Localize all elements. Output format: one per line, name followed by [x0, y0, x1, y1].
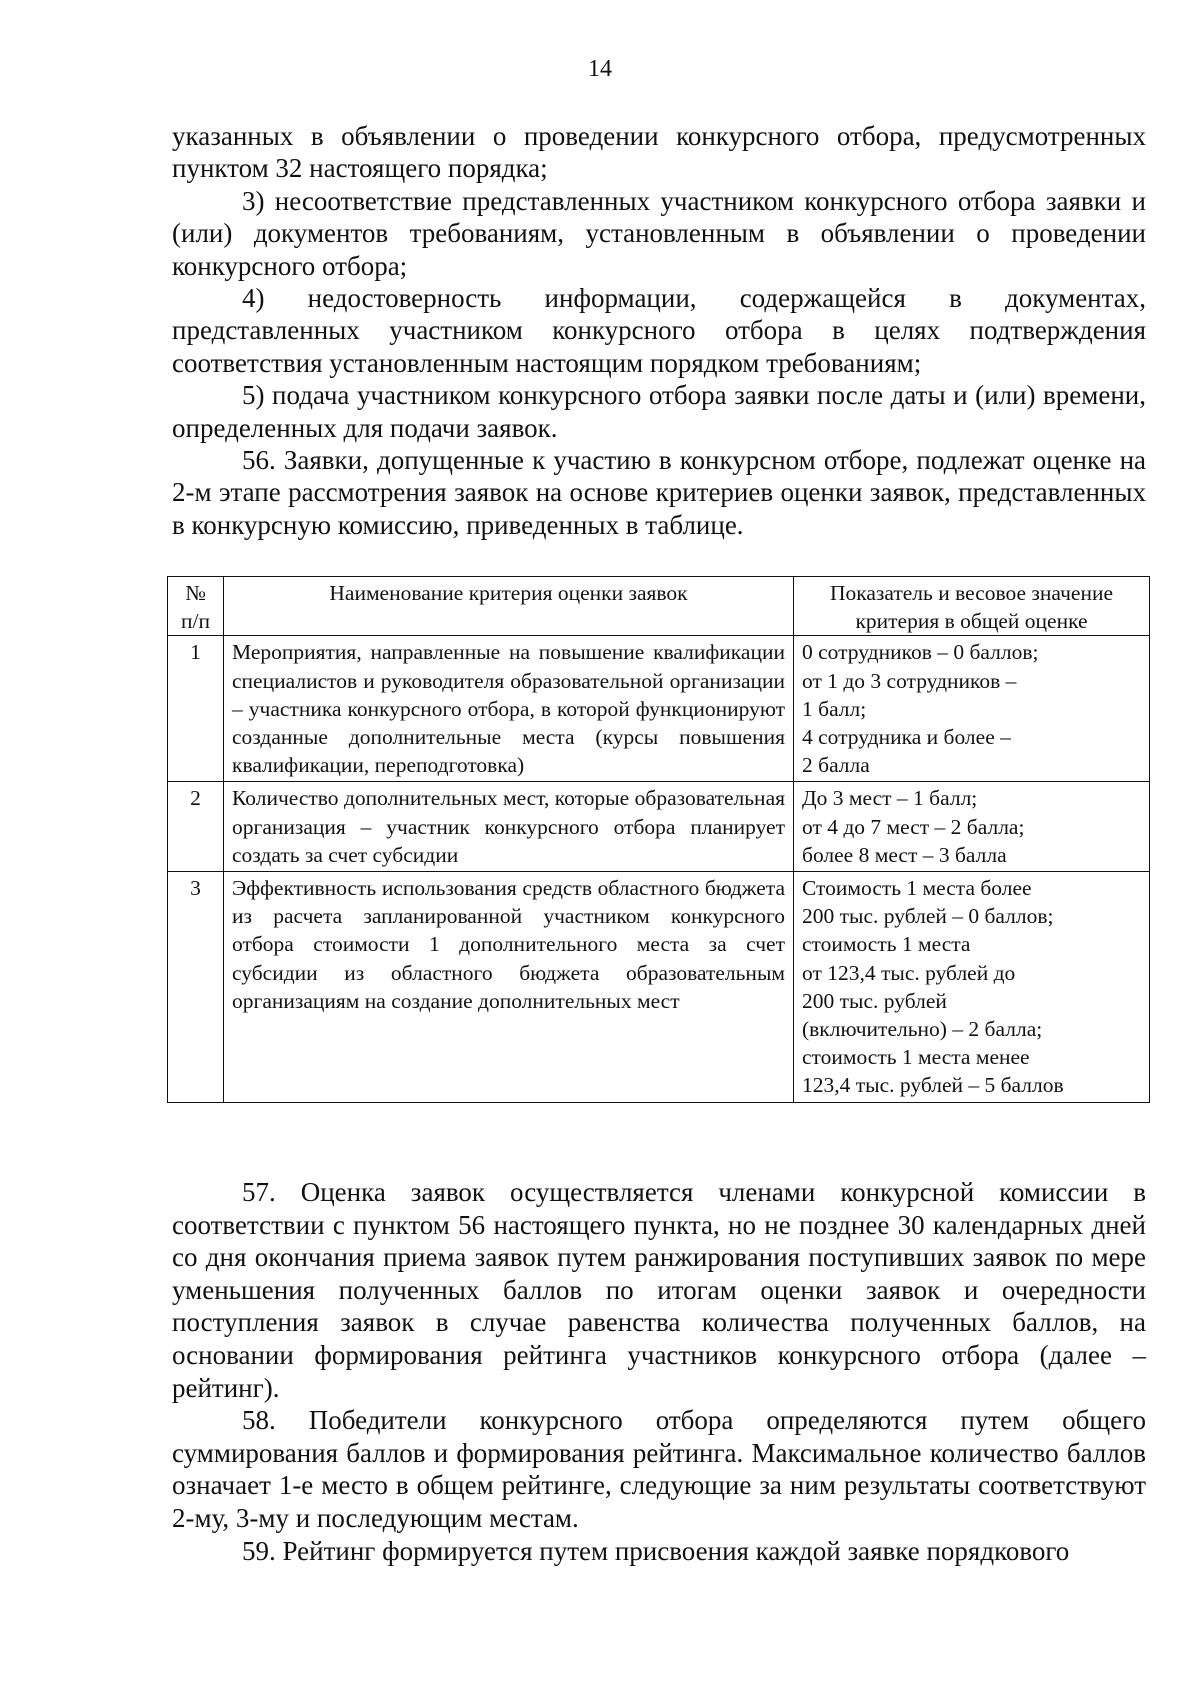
body-text-bottom — [172, 1176, 1146, 1567]
score-line: от 4 до 7 мест – 2 балла; — [802, 814, 1025, 839]
criterion-score — [794, 782, 1150, 872]
score-line: более 8 мест – 3 балла — [802, 842, 1007, 867]
criterion-score — [794, 636, 1150, 782]
score-line: 1 балл; — [802, 696, 867, 721]
criteria-table — [167, 576, 1150, 1103]
paragraph-item-3: 3) несоответствие представленных участником конкурсного отбора заявки и (или) документов требованиям, установленным в объявлении о проведении конкурсного отбора; — [172, 185, 1146, 281]
paragraph-item-4: 4) недостоверность информации, содержащейся в документах, представленных участником конкурсного отбора в целях подтверждения соответствия установленным настоящим порядком требованиям; — [172, 283, 1146, 378]
paragraph-continuation: указанных в объявлении о проведении конкурсного отбора, предусмотренных пунктом 32 настоящего порядка; — [172, 121, 1146, 184]
table-header-row — [168, 577, 1150, 636]
paragraph-58: 58. Победители конкурсного отбора определяются путем общего суммирования баллов и формирования рейтинга. Максимальное количество баллов означает 1-е место в общем рейтинге, следующие за ним результаты соответствуют 2-му, 3-му и последующим местам. — [172, 1405, 1146, 1533]
score-line: 123,4 тыс. рублей – 5 баллов — [802, 1073, 1064, 1098]
body-text-top — [172, 120, 1146, 541]
score-line: от 123,4 тыс. рублей до — [802, 960, 1016, 985]
score-line: Стоимость 1 места более — [802, 876, 1032, 901]
header-criterion-name: Наименование критерия оценки заявок — [224, 577, 794, 636]
table-row — [168, 782, 1150, 872]
score-line: (включительно) – 2 балла; — [802, 1017, 1043, 1042]
row-num: 1 — [168, 636, 224, 782]
score-line: До 3 мест – 1 балл; — [802, 786, 978, 811]
score-line: стоимость 1 места менее — [802, 1045, 1030, 1070]
score-line: 200 тыс. рублей — [802, 988, 947, 1013]
table-row — [168, 636, 1150, 782]
score-line: 0 сотрудников – 0 баллов; — [802, 640, 1039, 665]
score-line: 2 балла — [802, 753, 870, 778]
score-line: от 1 до 3 сотрудников – — [802, 668, 1017, 693]
paragraph-item-5: 5) подача участником конкурсного отбора заявки после даты и (или) времени, определенных для подачи заявок. — [172, 380, 1146, 443]
score-line: стоимость 1 места — [802, 932, 971, 957]
row-num: 2 — [168, 782, 224, 872]
page-number: 14 — [588, 56, 612, 82]
header-num: № п/п — [168, 577, 224, 636]
paragraph-57: 57. Оценка заявок осуществляется членами конкурсной комиссии в соответствии с пунктом 56 настоящего пункта, но не позднее 30 календарных дней со дня окончания приема заявок путем ранжирования поступивших заявок по мере уменьшения полученных баллов по итогам оценки заявок и очередности поступления заявок в случае равенства количества полученных баллов, на основании формирования рейтинга участников конкурсного отбора (далее – рейтинг). — [172, 1177, 1146, 1403]
header-score: Показатель и весовое значение критерия в общей оценке — [794, 577, 1150, 636]
score-line: 4 сотрудника и более – — [802, 725, 1011, 750]
criterion-name: Количество дополнительных мест, которые образовательная организация – участник конкурсного отбора планирует создать за счет субсидии — [224, 782, 794, 872]
row-num: 3 — [168, 872, 224, 1103]
criterion-name: Эффективность использования средств областного бюджета из расчета запланированной участником конкурсного отбора стоимости 1 дополнительного места за счет субсидии из областного бюджета образовательным организациям на создание дополнительных мест — [224, 872, 794, 1103]
score-line: 200 тыс. рублей – 0 баллов; — [802, 904, 1054, 929]
table-row — [168, 872, 1150, 1103]
criterion-name: Мероприятия, направленные на повышение квалификации специалистов и руководителя образовательной организации – участника конкурсного отбора, в которой функционируют созданные дополнительные места (курсы повышения квалификации, переподготовка) — [224, 636, 794, 782]
paragraph-59: 59. Рейтинг формируется путем присвоения каждой заявке порядкового — [242, 1535, 1070, 1566]
criterion-score — [794, 872, 1150, 1103]
paragraph-56: 56. Заявки, допущенные к участию в конкурсном отборе, подлежат оценке на 2-м этапе рассмотрения заявок на основе критериев оценки заявок, представленных в конкурсную комиссию, приведенных в таблице. — [172, 445, 1146, 540]
